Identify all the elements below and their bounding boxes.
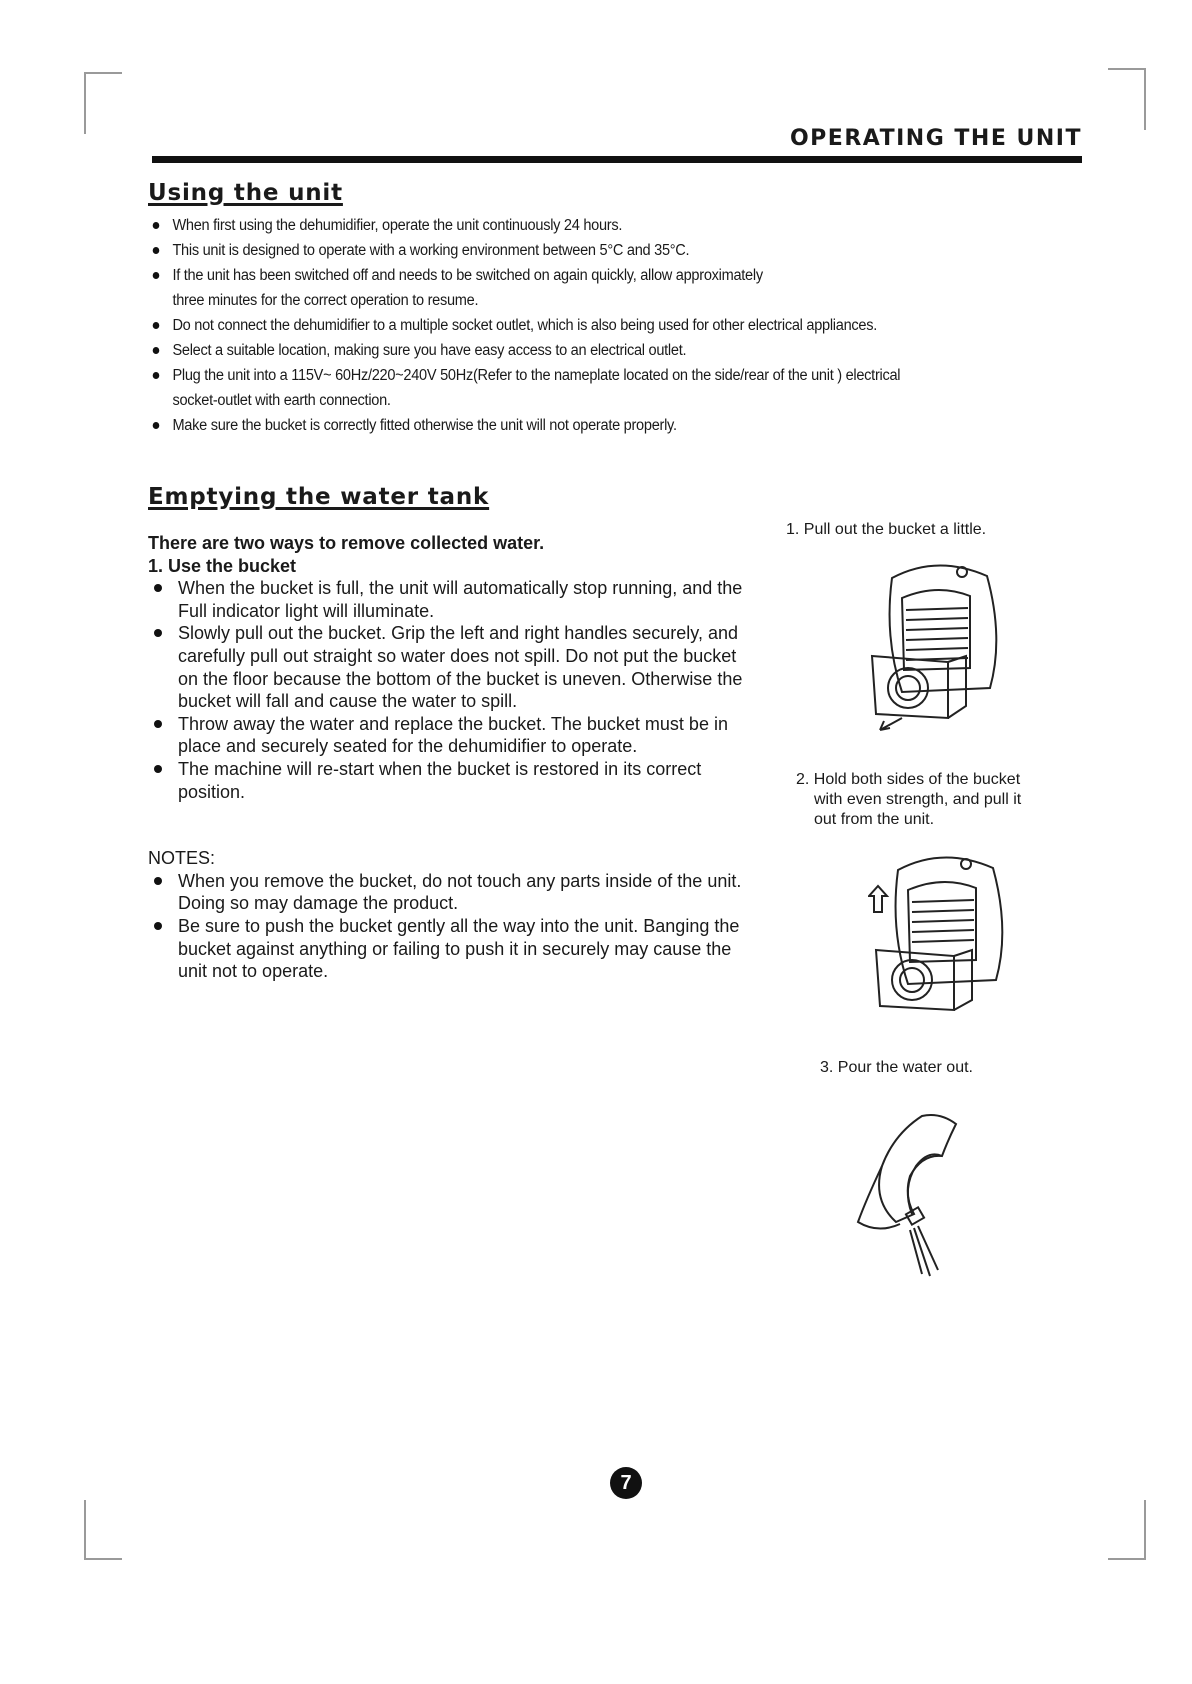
step-3-caption xyxy=(820,1058,973,1078)
crop-mark-top-left xyxy=(84,72,122,134)
crop-mark-bottom-right xyxy=(1108,1500,1146,1560)
using-item: Make sure the bucket is correctly fitted otherwise the unit will not operate properly. xyxy=(148,413,1032,438)
notes-title: NOTES: xyxy=(148,848,216,869)
using-item-continuation: three minutes for the correct operation to resume. xyxy=(172,292,479,309)
step-3-caption-line: 3. Pour the water out. xyxy=(820,1059,973,1076)
pull-bucket-illustration xyxy=(862,558,1012,733)
using-item: This unit is designed to operate with a working environment between 5°C and 35°C. xyxy=(148,238,1032,263)
emptying-intro: There are two ways to remove collected water. xyxy=(148,533,545,553)
bucket-step: Throw away the water and replace the bucket. The bucket must be in place and securely seated for the dehumidifier to operate. xyxy=(148,713,748,758)
step-2-caption xyxy=(796,770,1021,830)
crop-mark-bottom-left xyxy=(84,1500,122,1560)
bucket-step: When the bucket is full, the unit will automatically stop running, and the Full indicator light will illuminate. xyxy=(148,577,748,622)
using-list xyxy=(148,213,1032,438)
emptying-content xyxy=(148,532,748,983)
step-1-caption-line: 1. Pull out the bucket a little. xyxy=(786,521,987,538)
using-item: Do not connect the dehumidifier to a multiple socket outlet, which is also being used for other electrical appliances. xyxy=(148,313,1032,338)
note-item: Be sure to push the bucket gently all the way into the unit. Banging the bucket against anything or failing to push it in securely may cause the unit not to operate. xyxy=(148,915,748,983)
using-item: Select a suitable location, making sure you have easy access to an electrical outlet. xyxy=(148,338,1032,363)
step-2-caption-line: 2. Hold both sides of the bucket xyxy=(796,771,1021,788)
crop-mark-top-right xyxy=(1108,68,1146,130)
step-2-caption-line: with even strength, and pull it xyxy=(814,791,1022,808)
using-item-continuation: socket-outlet with earth connection. xyxy=(172,392,391,409)
notes-list xyxy=(148,870,748,983)
step-1-caption xyxy=(786,520,986,540)
bucket-step: Slowly pull out the bucket. Grip the left and right handles securely, and carefully pull out straight so water does not spill. Do not put the bucket on the floor because the bottom of the bucket is uneven. Otherwise the bucket will fall and cause the water to spill. xyxy=(148,622,748,712)
remove-bucket-illustration xyxy=(868,850,1018,1020)
bucket-steps-list xyxy=(148,577,748,803)
using-heading: Using the unit xyxy=(148,180,343,206)
using-item: When first using the dehumidifier, operate the unit continuously 24 hours. xyxy=(148,213,1032,238)
using-item: If the unit has been switched off and needs to be switched on again quickly, allow approximately xyxy=(148,263,1032,288)
bucket-step: The machine will re-start when the bucket is restored in its correct position. xyxy=(148,758,748,803)
page-number: 7 xyxy=(610,1467,642,1499)
page-header-title: OPERATING THE UNIT xyxy=(789,126,1082,151)
method-title: 1. Use the bucket xyxy=(148,555,297,576)
pour-water-illustration xyxy=(852,1110,982,1280)
note-item: When you remove the bucket, do not touch any parts inside of the unit. Doing so may damage the product. xyxy=(148,870,748,915)
using-item: Plug the unit into a 115V~ 60Hz/220~240V 50Hz(Refer to the nameplate located on the side/rear of the unit ) electrical xyxy=(148,363,1032,388)
emptying-heading: Emptying the water tank xyxy=(148,484,490,510)
step-2-caption-line: out from the unit. xyxy=(814,811,935,828)
header-rule xyxy=(152,156,1082,163)
